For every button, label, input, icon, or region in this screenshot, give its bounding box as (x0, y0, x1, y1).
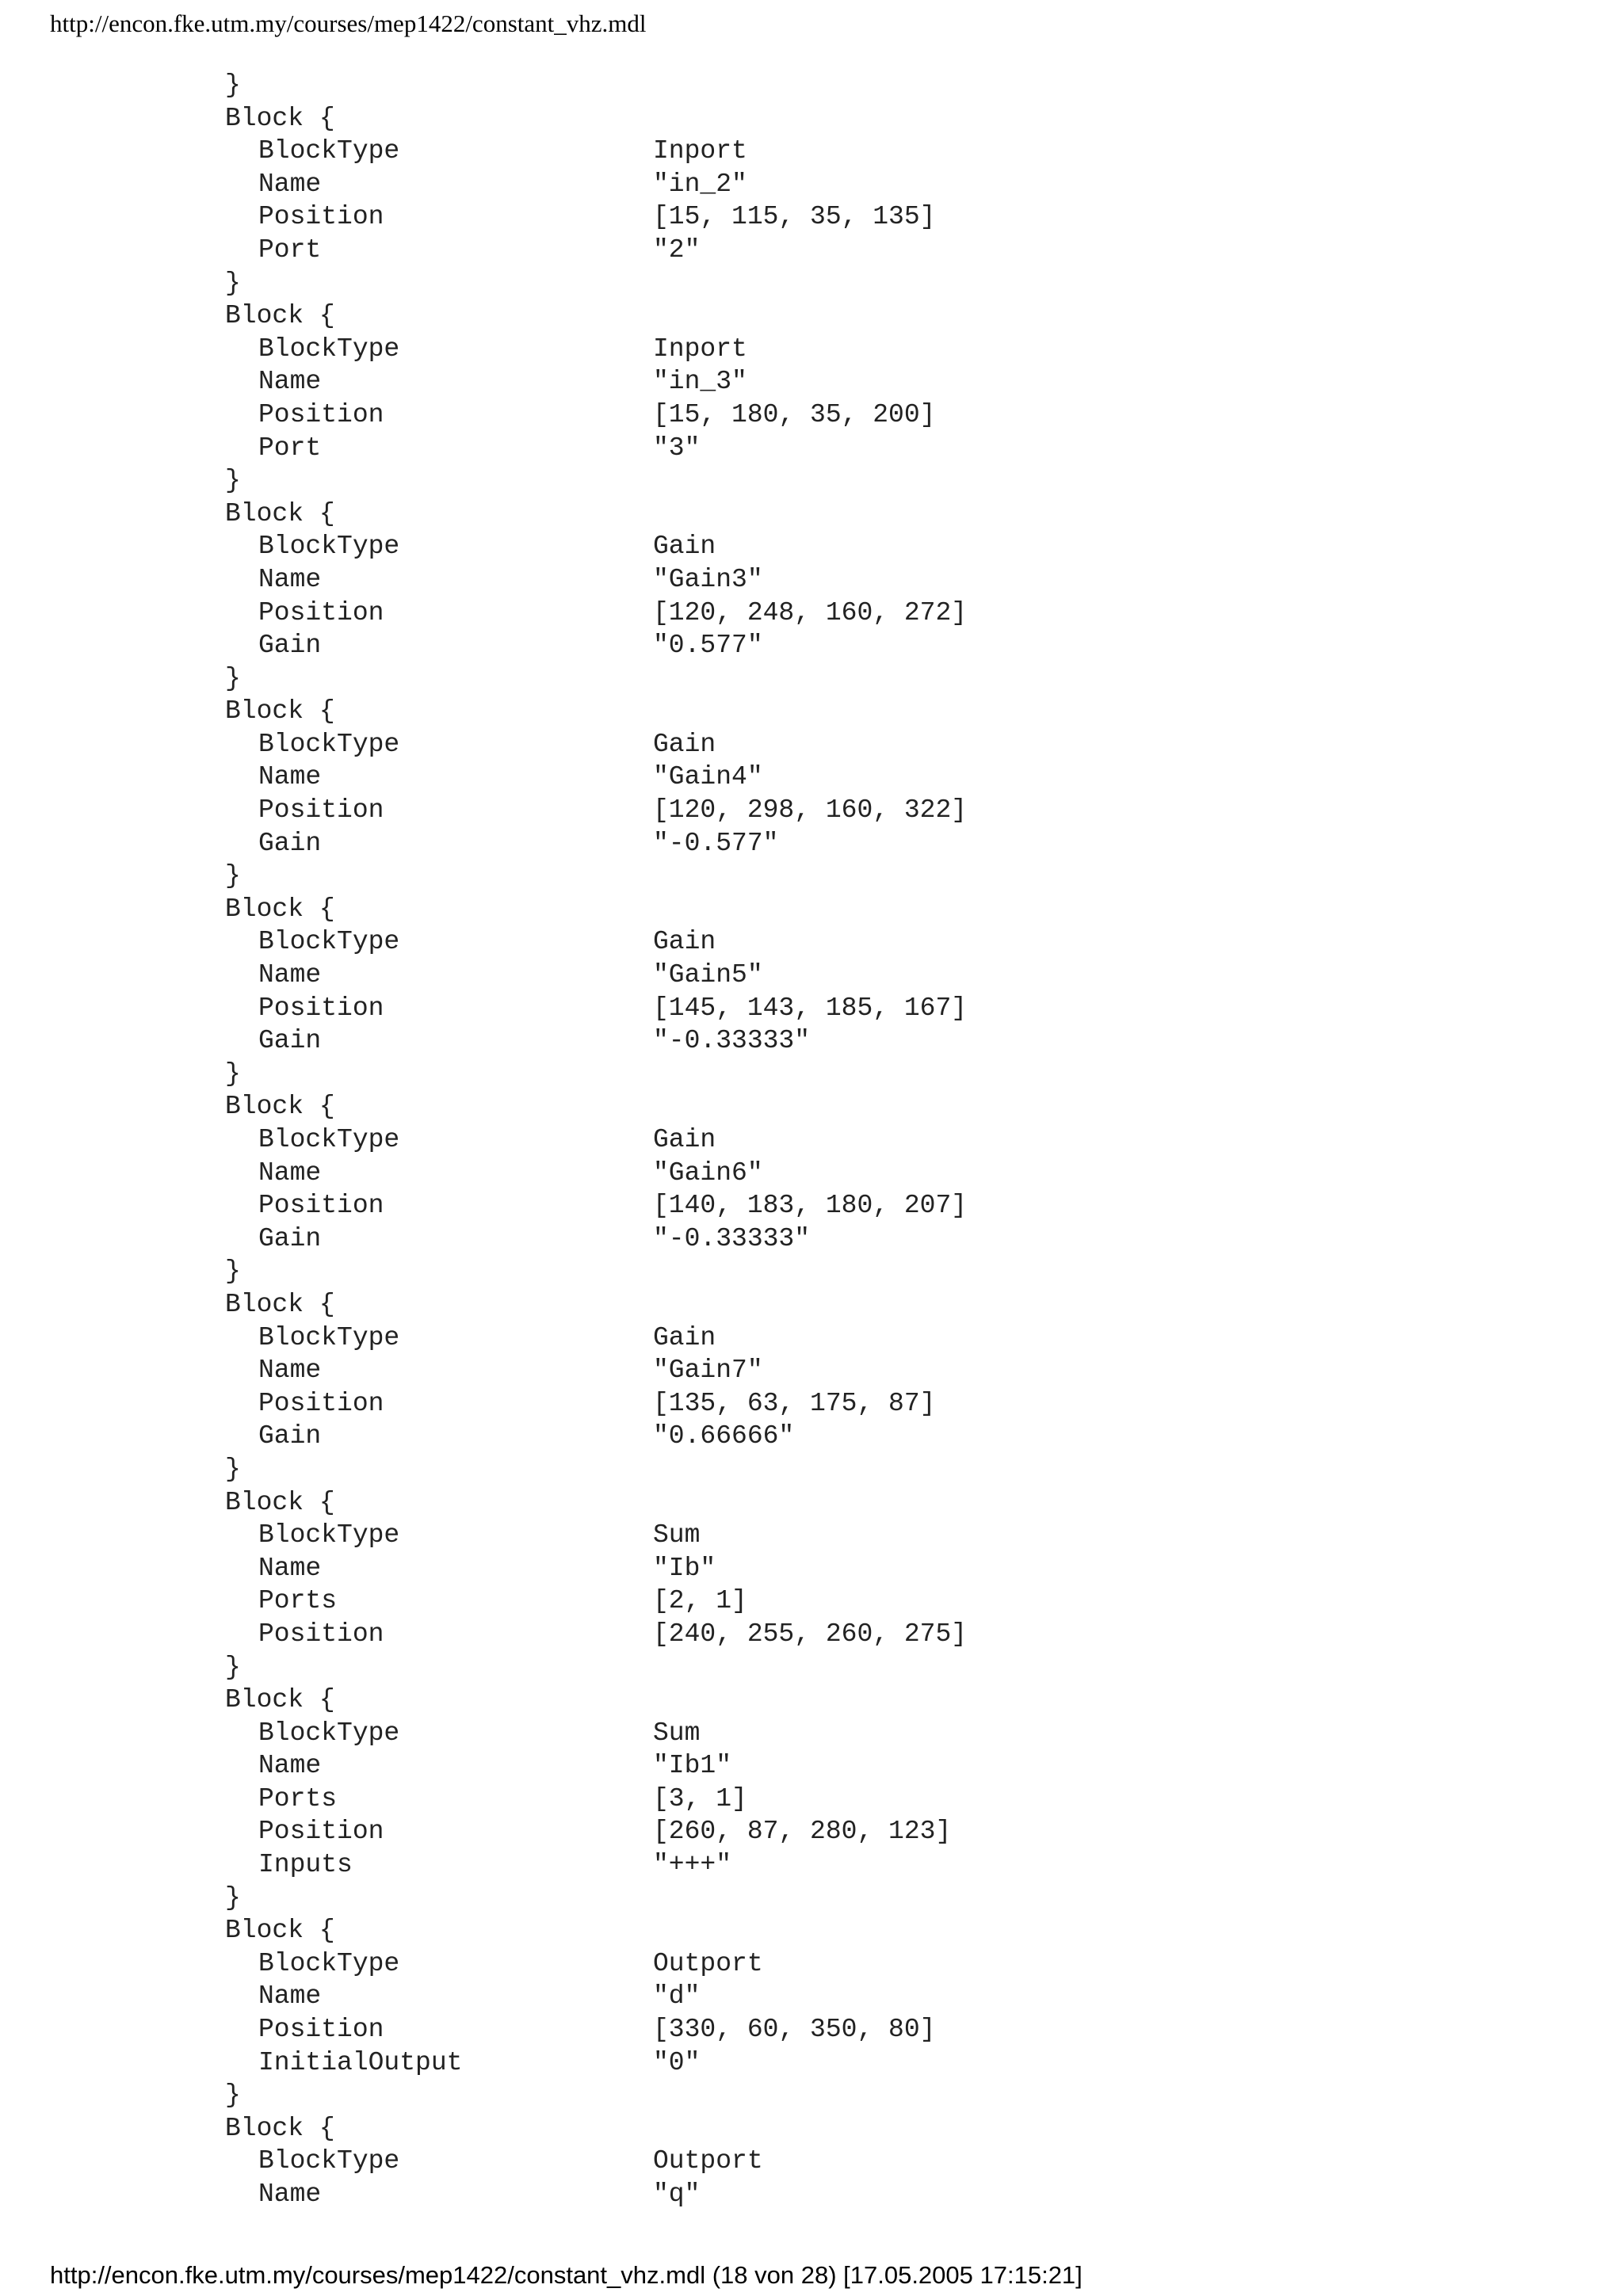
block-property (225, 530, 967, 563)
block-property (225, 1717, 967, 1750)
block-property (225, 761, 967, 794)
property-value: [135, 63, 175, 87] (653, 1388, 936, 1418)
property-value: "3" (653, 433, 701, 463)
property-key: BlockType (258, 136, 400, 166)
property-key: Position (258, 1191, 384, 1221)
property-key: BlockType (258, 334, 400, 364)
block-property (225, 1189, 967, 1222)
property-value: [15, 180, 35, 200] (653, 399, 936, 429)
property-value: Gain (653, 1125, 716, 1154)
property-key: Name (258, 1751, 322, 1781)
block-close: } (225, 1058, 241, 1089)
block-property (225, 1024, 967, 1058)
property-value: Outport (653, 1948, 763, 1978)
property-value: Outport (653, 2146, 763, 2176)
property-value: "q" (653, 2180, 701, 2209)
property-key: Position (258, 1619, 384, 1649)
block-property (225, 728, 967, 761)
property-value: "0.66666" (653, 1421, 795, 1451)
print-footer: http://encon.fke.utm.my/courses/mep1422/constant_vhz.mdl (18 von 28) [17.05.2005 17:15:21] (50, 2261, 1083, 2289)
property-value: [15, 115, 35, 135] (653, 202, 936, 232)
property-value: [2, 1] (653, 1586, 747, 1616)
property-key: Port (258, 235, 322, 265)
property-key: Gain (258, 1026, 322, 1056)
property-key: Position (258, 202, 384, 232)
property-key: Gain (258, 1223, 322, 1253)
block-open: Block { (225, 103, 335, 133)
property-value: Gain (653, 532, 716, 562)
block-property (225, 1618, 967, 1651)
property-value: Gain (653, 927, 716, 957)
property-key: Port (258, 433, 322, 463)
block-open: Block { (225, 1685, 335, 1715)
property-value: "Gain4" (653, 762, 763, 792)
block-property (225, 333, 967, 366)
block-close: } (225, 861, 241, 891)
block-property (225, 1980, 967, 2013)
block-property (225, 1783, 967, 1816)
block-property (225, 399, 967, 432)
block-open: Block { (225, 894, 335, 924)
property-key: Position (258, 597, 384, 627)
property-value: "2" (653, 235, 701, 265)
property-key: BlockType (258, 1322, 400, 1352)
block-property (225, 1947, 967, 1981)
property-key: BlockType (258, 532, 400, 562)
block-property (225, 432, 967, 465)
block-property (225, 629, 967, 662)
property-value: "+++" (653, 1850, 732, 1880)
property-value: "0" (653, 2047, 701, 2077)
block-open: Block { (225, 696, 335, 727)
property-value: [260, 87, 280, 123] (653, 1817, 952, 1847)
property-value: [240, 255, 260, 275] (653, 1619, 968, 1649)
block-property (225, 794, 967, 827)
property-key: Inputs (258, 1850, 353, 1880)
property-value: [120, 298, 160, 322] (653, 795, 968, 826)
block-open: Block { (225, 1916, 335, 1946)
block-open: Block { (225, 2113, 335, 2143)
block-close: } (225, 663, 241, 693)
property-value: "Gain7" (653, 1356, 763, 1386)
property-value: "Gain3" (653, 564, 763, 594)
block-property (225, 365, 967, 399)
block-property (225, 1815, 967, 1848)
property-key: Position (258, 399, 384, 429)
property-key: InitialOutput (258, 2047, 463, 2077)
block-close: } (225, 466, 241, 496)
property-value: [330, 60, 350, 80] (653, 2015, 936, 2045)
property-key: BlockType (258, 1718, 400, 1748)
property-key: Name (258, 1356, 322, 1386)
property-value: [3, 1] (653, 1783, 747, 1814)
block-property (225, 1519, 967, 1552)
property-key: BlockType (258, 1520, 400, 1550)
block-open: Block { (225, 1487, 335, 1517)
property-value: [120, 248, 160, 272] (653, 597, 968, 627)
block-property (225, 827, 967, 860)
property-value: [145, 143, 185, 167] (653, 993, 968, 1023)
property-value: Gain (653, 729, 716, 759)
property-key: Name (258, 169, 322, 199)
block-property (225, 2046, 967, 2080)
property-key: Position (258, 993, 384, 1023)
block-property (225, 1387, 967, 1421)
block-property (225, 1157, 967, 1190)
block-property (225, 234, 967, 267)
property-value: "in_3" (653, 367, 747, 397)
property-value: Sum (653, 1718, 701, 1748)
block-close: } (225, 1257, 241, 1287)
block-property (225, 925, 967, 959)
property-key: Name (258, 1158, 322, 1188)
property-key: Name (258, 2180, 322, 2209)
property-key: Ports (258, 1586, 338, 1616)
property-value: Inport (653, 334, 747, 364)
block-open: Block { (225, 1289, 335, 1319)
property-key: BlockType (258, 729, 400, 759)
block-property (225, 1123, 967, 1157)
block-property (225, 2013, 967, 2046)
property-value: "-0.33333" (653, 1223, 811, 1253)
property-value: "0.577" (653, 631, 763, 661)
mdl-code-listing (225, 69, 967, 2211)
block-property (225, 1585, 967, 1618)
block-property (225, 959, 967, 992)
property-value: "Ib1" (653, 1751, 732, 1781)
closing-brace: } (225, 71, 241, 100)
block-close: } (225, 1652, 241, 1682)
property-key: Name (258, 1553, 322, 1583)
property-value: [140, 183, 180, 207] (653, 1191, 968, 1221)
property-key: Name (258, 762, 322, 792)
block-property (225, 1420, 967, 1453)
property-key: Name (258, 367, 322, 397)
property-key: BlockType (258, 2146, 400, 2176)
property-value: "in_2" (653, 169, 747, 199)
block-close: } (225, 1454, 241, 1484)
property-value: "d" (653, 1981, 701, 2012)
property-key: Gain (258, 631, 322, 661)
property-key: Position (258, 795, 384, 826)
block-close: } (225, 1882, 241, 1913)
property-value: Inport (653, 136, 747, 166)
property-value: "Ib" (653, 1553, 716, 1583)
property-key: Position (258, 1388, 384, 1418)
property-value: Gain (653, 1322, 716, 1352)
print-header-url: http://encon.fke.utm.my/courses/mep1422/constant_vhz.mdl (50, 10, 647, 37)
block-property (225, 2145, 967, 2178)
block-open: Block { (225, 1092, 335, 1122)
block-property (225, 2178, 967, 2211)
block-property (225, 1749, 967, 1783)
property-key: Name (258, 960, 322, 990)
property-key: BlockType (258, 1125, 400, 1154)
block-open: Block { (225, 498, 335, 528)
block-property (225, 1322, 967, 1355)
property-key: Name (258, 1981, 322, 2012)
property-key: Position (258, 2015, 384, 2045)
block-property (225, 1848, 967, 1882)
block-property (225, 1552, 967, 1585)
block-close: } (225, 268, 241, 298)
property-key: Name (258, 564, 322, 594)
block-property (225, 563, 967, 597)
property-key: Gain (258, 828, 322, 858)
property-key: Ports (258, 1783, 338, 1814)
block-property (225, 1222, 967, 1256)
block-property (225, 1354, 967, 1387)
block-property (225, 168, 967, 201)
block-close: } (225, 2081, 241, 2111)
block-property (225, 135, 967, 168)
property-value: "-0.33333" (653, 1026, 811, 1056)
property-key: BlockType (258, 927, 400, 957)
property-key: Position (258, 1817, 384, 1847)
property-key: BlockType (258, 1948, 400, 1978)
property-value: Sum (653, 1520, 701, 1550)
property-value: "Gain6" (653, 1158, 763, 1188)
property-value: "-0.577" (653, 828, 779, 858)
block-property (225, 992, 967, 1025)
property-value: "Gain5" (653, 960, 763, 990)
block-property (225, 597, 967, 630)
property-key: Gain (258, 1421, 322, 1451)
block-property (225, 200, 967, 234)
block-open: Block { (225, 301, 335, 331)
